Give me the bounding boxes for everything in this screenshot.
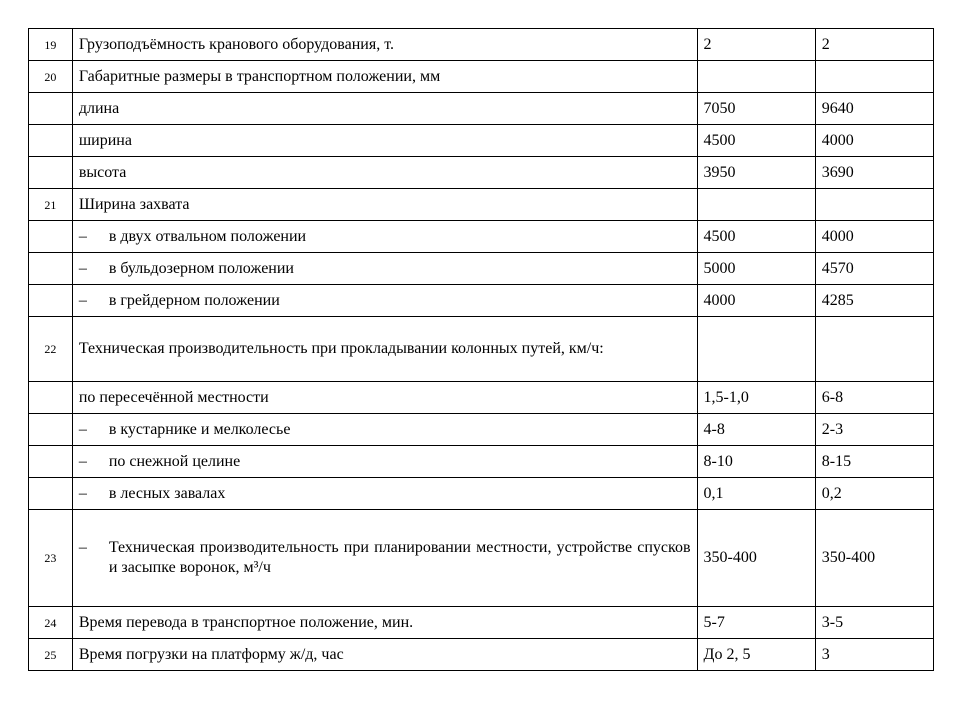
parameter-label: Ширина захвата <box>78 195 190 213</box>
row-number: 21 <box>29 189 73 221</box>
parameter-cell <box>72 125 697 157</box>
dash-marker: – <box>78 484 87 502</box>
parameter-cell <box>72 478 697 510</box>
parameter-label: Техническая производительность при планировании местности, устройстве спусков и засыпке воронок, м³/ч <box>108 539 691 576</box>
row-number: 25 <box>29 639 73 671</box>
value-column-2: 2-3 <box>815 414 933 446</box>
value-column-2 <box>815 189 933 221</box>
row-number: 24 <box>29 607 73 639</box>
parameter-label: Время перевода в транспортное положение, мин. <box>78 613 414 631</box>
table-row <box>29 253 934 285</box>
parameter-cell <box>72 93 697 125</box>
parameter-cell <box>72 317 697 382</box>
parameter-label: высота <box>78 163 127 181</box>
row-number <box>29 125 73 157</box>
table-row <box>29 446 934 478</box>
table-row <box>29 125 934 157</box>
dash-marker: – <box>78 291 87 309</box>
value-column-2: 0,2 <box>815 478 933 510</box>
value-column-1: 1,5-1,0 <box>697 382 815 414</box>
value-column-1: 2 <box>697 29 815 61</box>
table-row <box>29 639 934 671</box>
row-number <box>29 253 73 285</box>
value-column-1: 5000 <box>697 253 815 285</box>
parameter-cell <box>72 285 697 317</box>
parameter-label: ширина <box>78 131 132 149</box>
row-number: 22 <box>29 317 73 382</box>
parameter-cell <box>72 189 697 221</box>
value-column-1: 3950 <box>697 157 815 189</box>
value-column-1 <box>697 61 815 93</box>
table-row <box>29 61 934 93</box>
value-column-2: 6-8 <box>815 382 933 414</box>
parameter-label: Техническая производительность при прокладывании колонных путей, км/ч: <box>78 340 604 357</box>
dash-marker: – <box>78 452 87 470</box>
row-number <box>29 414 73 446</box>
value-column-1: 7050 <box>697 93 815 125</box>
parameter-cell <box>72 382 697 414</box>
value-column-2 <box>815 61 933 93</box>
table-row <box>29 382 934 414</box>
parameter-label: Грузоподъёмность кранового оборудования, т. <box>78 35 394 53</box>
dash-marker: – <box>78 259 87 277</box>
table-row <box>29 29 934 61</box>
table-row <box>29 285 934 317</box>
row-number: 23 <box>29 510 73 607</box>
parameter-cell <box>72 446 697 478</box>
parameter-label: в бульдозерном положении <box>108 259 294 277</box>
row-number: 20 <box>29 61 73 93</box>
specifications-table-body <box>29 29 934 671</box>
value-column-2: 8-15 <box>815 446 933 478</box>
parameter-cell <box>72 157 697 189</box>
parameter-label: по пересечённой местности <box>78 388 269 406</box>
table-row <box>29 414 934 446</box>
value-column-2: 350-400 <box>815 510 933 607</box>
parameter-label: в лесных завалах <box>108 484 226 502</box>
parameter-label: Время погрузки на платформу ж/д, час <box>78 645 344 663</box>
value-column-1: 4000 <box>697 285 815 317</box>
parameter-cell <box>72 221 697 253</box>
parameter-label: в двух отвальном положении <box>108 227 307 245</box>
value-column-1: 8-10 <box>697 446 815 478</box>
specifications-table <box>28 28 934 671</box>
value-column-1: 350-400 <box>697 510 815 607</box>
table-row <box>29 221 934 253</box>
row-number <box>29 93 73 125</box>
dash-marker: – <box>78 227 87 245</box>
value-column-1: 0,1 <box>697 478 815 510</box>
value-column-2: 4570 <box>815 253 933 285</box>
parameter-cell <box>72 253 697 285</box>
table-row <box>29 478 934 510</box>
value-column-1: 4500 <box>697 125 815 157</box>
parameter-label: по снежной целине <box>108 452 241 470</box>
value-column-1 <box>697 317 815 382</box>
row-number <box>29 478 73 510</box>
table-row <box>29 510 934 607</box>
parameter-cell <box>72 414 697 446</box>
row-number <box>29 446 73 478</box>
row-number <box>29 382 73 414</box>
row-number <box>29 157 73 189</box>
parameter-cell <box>72 29 697 61</box>
table-row <box>29 317 934 382</box>
value-column-2: 3-5 <box>815 607 933 639</box>
table-row <box>29 607 934 639</box>
table-row <box>29 157 934 189</box>
value-column-2 <box>815 317 933 382</box>
parameter-label: в кустарнике и мелколесье <box>108 420 291 438</box>
dash-marker: – <box>78 539 87 556</box>
parameter-cell <box>72 639 697 671</box>
value-column-1: До 2, 5 <box>697 639 815 671</box>
dash-marker: – <box>78 420 87 438</box>
value-column-1 <box>697 189 815 221</box>
table-row <box>29 93 934 125</box>
parameter-cell <box>72 607 697 639</box>
value-column-2: 4000 <box>815 125 933 157</box>
row-number: 19 <box>29 29 73 61</box>
value-column-1: 4500 <box>697 221 815 253</box>
parameter-cell <box>72 510 697 607</box>
table-row <box>29 189 934 221</box>
row-number <box>29 221 73 253</box>
parameter-label: длина <box>78 99 120 117</box>
value-column-2: 3 <box>815 639 933 671</box>
value-column-2: 9640 <box>815 93 933 125</box>
value-column-2: 4285 <box>815 285 933 317</box>
value-column-2: 3690 <box>815 157 933 189</box>
parameter-label: в грейдерном положении <box>108 291 280 309</box>
parameter-label: Габаритные размеры в транспортном положении, мм <box>78 67 441 85</box>
value-column-1: 5-7 <box>697 607 815 639</box>
row-number <box>29 285 73 317</box>
value-column-2: 4000 <box>815 221 933 253</box>
parameter-cell <box>72 61 697 93</box>
value-column-1: 4-8 <box>697 414 815 446</box>
value-column-2: 2 <box>815 29 933 61</box>
